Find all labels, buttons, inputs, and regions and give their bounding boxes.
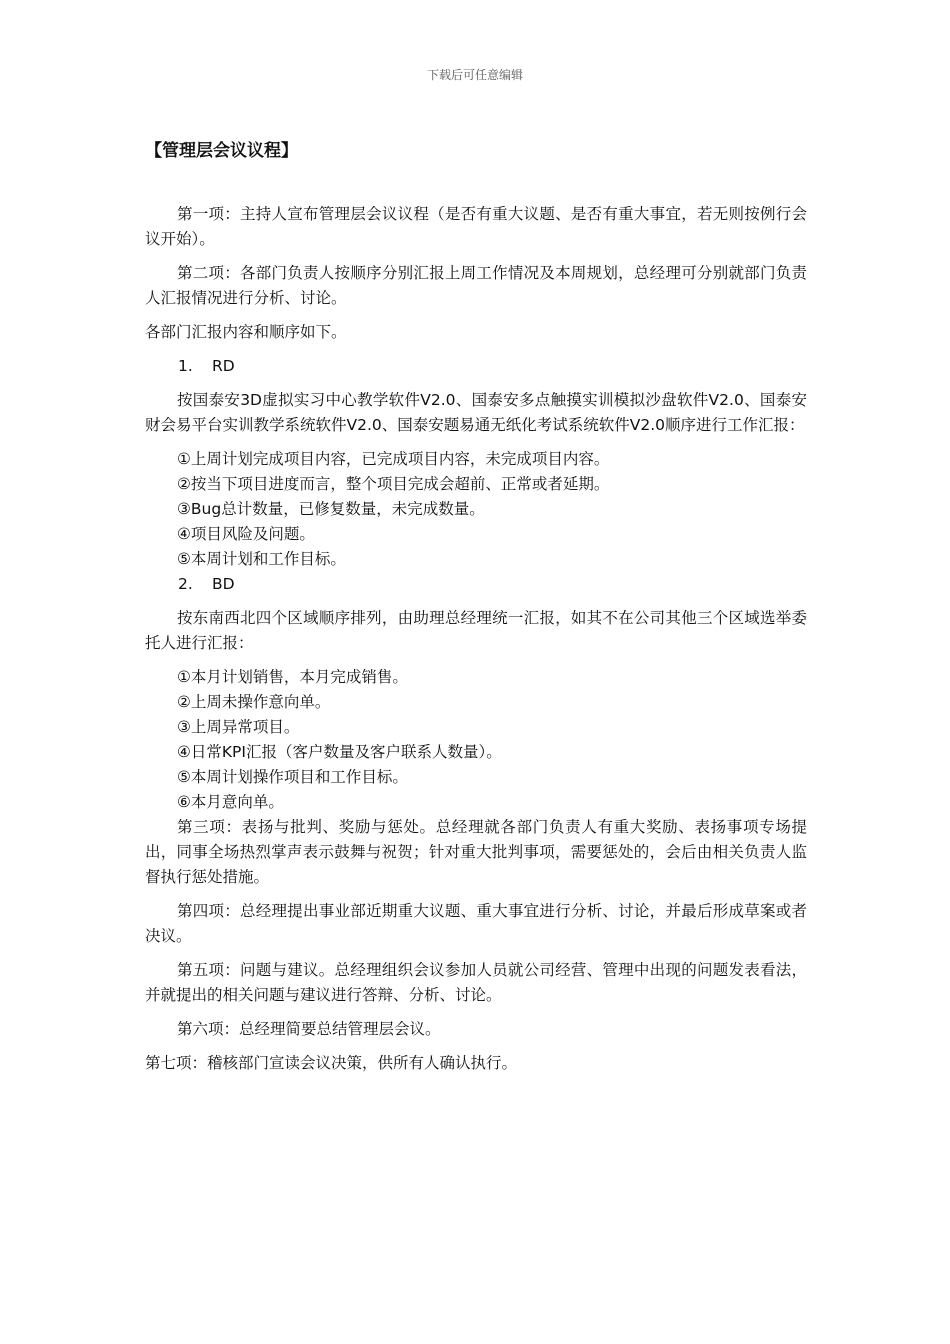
list-item: ①本月计划销售，本月完成销售。 xyxy=(177,668,408,686)
list-item: ②上周未操作意向单。 xyxy=(177,693,331,711)
list-item: ③上周异常项目。 xyxy=(177,718,300,736)
rd-points-list xyxy=(145,447,807,572)
agenda-item-4: 第四项：总经理提出事业部近期重大议题、重大事宜进行分析、讨论，并最后形成草案或者决议。 xyxy=(145,902,807,945)
list-item: ③Bug总计数量，已修复数量，未完成数量。 xyxy=(177,500,485,518)
list-item: ⑤本周计划和工作目标。 xyxy=(177,550,346,568)
list-item: ⑤本周计划操作项目和工作目标。 xyxy=(177,768,408,786)
rd-heading xyxy=(145,354,807,379)
agenda-item-1: 第一项：主持人宣布管理层会议议程（是否有重大议题、是否有重大事宜，若无则按例行会议开始）。 xyxy=(145,205,807,248)
bd-label: BD xyxy=(212,575,235,593)
dept-report-intro: 各部门汇报内容和顺序如下。 xyxy=(145,323,347,341)
agenda-item-3: 第三项：表扬与批判、奖励与惩处。总经理就各部门负责人有重大奖励、表扬事项专场提出，同事全场热烈掌声表示鼓舞与祝贺；针对重大批判事项，需要惩处的，会后由相关负责人监督执行惩处措施。 xyxy=(145,818,807,886)
list-item: ⑥本月意向单。 xyxy=(177,793,284,811)
bd-number: 2. xyxy=(178,575,193,593)
document-title: 【管理层会议议程】 xyxy=(145,141,298,161)
list-item: ④项目风险及问题。 xyxy=(177,525,315,543)
list-item: ④日常KPI汇报（客户数量及客户联系人数量）。 xyxy=(177,743,502,761)
list-item: ②按当下项目进度而言，整个项目完成会超前、正常或者延期。 xyxy=(177,475,610,493)
bd-description: 按东南西北四个区域顺序排列，由助理总经理统一汇报，如其不在公司其他三个区域选举委托人进行汇报： xyxy=(145,609,807,652)
list-item: ①上周计划完成项目内容，已完成项目内容，未完成项目内容。 xyxy=(177,450,610,468)
agenda-item-2: 第二项：各部门负责人按顺序分别汇报上周工作情况及本周规划，总经理可分别就部门负责人汇报情况进行分析、讨论。 xyxy=(145,264,807,307)
agenda-item-7: 第七项：稽核部门宣读会议决策，供所有人确认执行。 xyxy=(145,1054,518,1072)
rd-number: 1. xyxy=(178,357,193,375)
bd-heading xyxy=(145,572,807,597)
agenda-item-6: 第六项：总经理简要总结管理层会议。 xyxy=(177,1020,441,1038)
header-note: 下载后可任意编辑 xyxy=(426,68,523,82)
bd-points-list xyxy=(145,665,807,815)
rd-label: RD xyxy=(212,357,235,375)
rd-description: 按国泰安3D虚拟实习中心教学软件V2.0、国泰安多点触摸实训模拟沙盘软件V2.0、国泰安财会易平台实训教学系统软件V2.0、国泰安题易通无纸化考试系统软件V2.0顺序进行工作汇报： xyxy=(145,391,807,434)
document-body xyxy=(145,138,807,1085)
agenda-item-5: 第五项：问题与建议。总经理组织会议参加人员就公司经营、管理中出现的问题发表看法，并就提出的相关问题与建议进行答辩、分析、讨论。 xyxy=(145,961,807,1004)
